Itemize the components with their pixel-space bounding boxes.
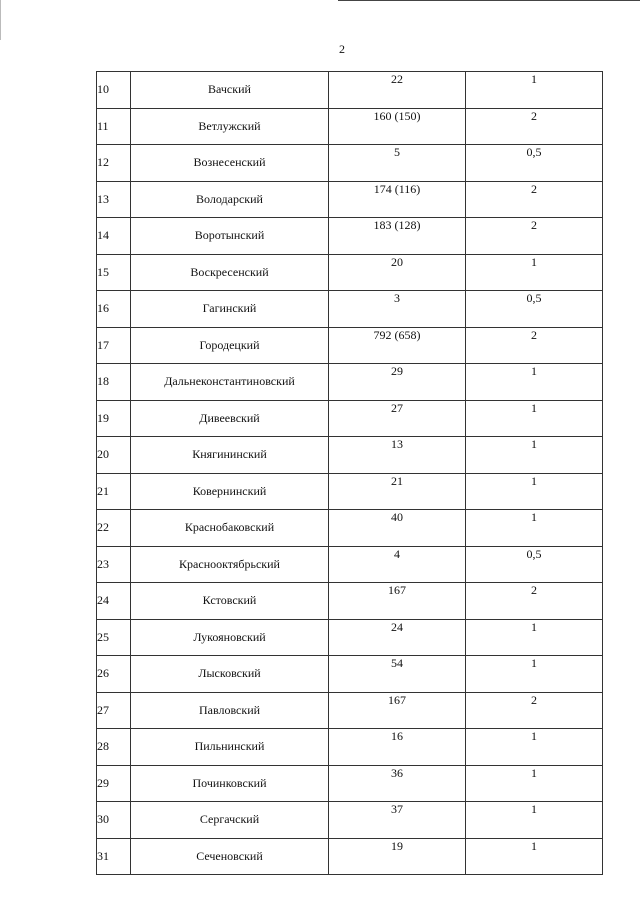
coefficient-cell: 1 [466,510,603,547]
district-name-cell: Починковский [131,765,329,802]
coefficient-cell: 1 [466,254,603,291]
table-row [97,656,603,693]
row-number-cell: 27 [97,692,131,729]
table-row [97,327,603,364]
value-cell: 160 (150) [329,108,466,145]
row-number-cell: 28 [97,729,131,766]
districts-table [96,71,603,875]
value-cell: 792 (658) [329,327,466,364]
table-row [97,364,603,401]
value-cell: 174 (116) [329,181,466,218]
coefficient-cell: 1 [466,72,603,109]
row-number-cell: 20 [97,437,131,474]
coefficient-cell: 2 [466,327,603,364]
table-row [97,291,603,328]
table-row [97,473,603,510]
row-number-cell: 25 [97,619,131,656]
value-cell: 36 [329,765,466,802]
row-number-cell: 31 [97,838,131,875]
district-name-cell: Ветлужский [131,108,329,145]
row-number-cell: 18 [97,364,131,401]
coefficient-cell: 1 [466,364,603,401]
district-name-cell: Воскресенский [131,254,329,291]
row-number-cell: 10 [97,72,131,109]
table-row [97,72,603,109]
value-cell: 167 [329,692,466,729]
value-cell: 3 [329,291,466,328]
value-cell: 13 [329,437,466,474]
row-number-cell: 26 [97,656,131,693]
coefficient-cell: 1 [466,765,603,802]
row-number-cell: 30 [97,802,131,839]
page-number: 2 [339,42,345,56]
table-row [97,254,603,291]
coefficient-cell: 0,5 [466,546,603,583]
table-row [97,765,603,802]
district-name-cell: Кстовский [131,583,329,620]
row-number-cell: 14 [97,218,131,255]
row-number-cell: 29 [97,765,131,802]
table-row [97,692,603,729]
district-name-cell: Павловский [131,692,329,729]
table-row [97,108,603,145]
value-cell: 40 [329,510,466,547]
district-name-cell: Вачский [131,72,329,109]
coefficient-cell: 0,5 [466,145,603,182]
value-cell: 167 [329,583,466,620]
coefficient-cell: 2 [466,692,603,729]
coefficient-cell: 1 [466,619,603,656]
value-cell: 27 [329,400,466,437]
table-row [97,510,603,547]
table-row [97,437,603,474]
value-cell: 183 (128) [329,218,466,255]
coefficient-cell: 1 [466,656,603,693]
row-number-cell: 24 [97,583,131,620]
coefficient-cell: 0,5 [466,291,603,328]
value-cell: 16 [329,729,466,766]
row-number-cell: 11 [97,108,131,145]
table-row [97,838,603,875]
table-row [97,145,603,182]
district-name-cell: Сергачский [131,802,329,839]
value-cell: 5 [329,145,466,182]
district-name-cell: Лукояновский [131,619,329,656]
district-name-cell: Дальнеконстантиновский [131,364,329,401]
coefficient-cell: 2 [466,583,603,620]
top-border-line [338,0,640,1]
value-cell: 4 [329,546,466,583]
value-cell: 54 [329,656,466,693]
value-cell: 21 [329,473,466,510]
value-cell: 19 [329,838,466,875]
coefficient-cell: 2 [466,181,603,218]
district-name-cell: Гагинский [131,291,329,328]
district-name-cell: Ковернинский [131,473,329,510]
left-border-line [0,0,1,40]
coefficient-cell: 1 [466,400,603,437]
table-row [97,583,603,620]
row-number-cell: 19 [97,400,131,437]
value-cell: 20 [329,254,466,291]
row-number-cell: 23 [97,546,131,583]
table-row [97,619,603,656]
district-name-cell: Городецкий [131,327,329,364]
row-number-cell: 17 [97,327,131,364]
district-name-cell: Воротынский [131,218,329,255]
district-name-cell: Вознесенский [131,145,329,182]
row-number-cell: 12 [97,145,131,182]
table-row [97,729,603,766]
coefficient-cell: 1 [466,473,603,510]
row-number-cell: 13 [97,181,131,218]
district-name-cell: Сеченовский [131,838,329,875]
coefficient-cell: 2 [466,218,603,255]
table-row [97,218,603,255]
row-number-cell: 21 [97,473,131,510]
table-row [97,546,603,583]
table-row [97,400,603,437]
coefficient-cell: 1 [466,729,603,766]
district-name-cell: Пильнинский [131,729,329,766]
coefficient-cell: 1 [466,838,603,875]
row-number-cell: 16 [97,291,131,328]
value-cell: 37 [329,802,466,839]
value-cell: 29 [329,364,466,401]
district-name-cell: Княгининский [131,437,329,474]
row-number-cell: 22 [97,510,131,547]
value-cell: 24 [329,619,466,656]
district-name-cell: Лысковский [131,656,329,693]
row-number-cell: 15 [97,254,131,291]
district-name-cell: Краснобаковский [131,510,329,547]
district-name-cell: Дивеевский [131,400,329,437]
table-row [97,802,603,839]
coefficient-cell: 1 [466,437,603,474]
value-cell: 22 [329,72,466,109]
district-name-cell: Краснооктябрьский [131,546,329,583]
table-row [97,181,603,218]
district-name-cell: Володарский [131,181,329,218]
coefficient-cell: 1 [466,802,603,839]
coefficient-cell: 2 [466,108,603,145]
